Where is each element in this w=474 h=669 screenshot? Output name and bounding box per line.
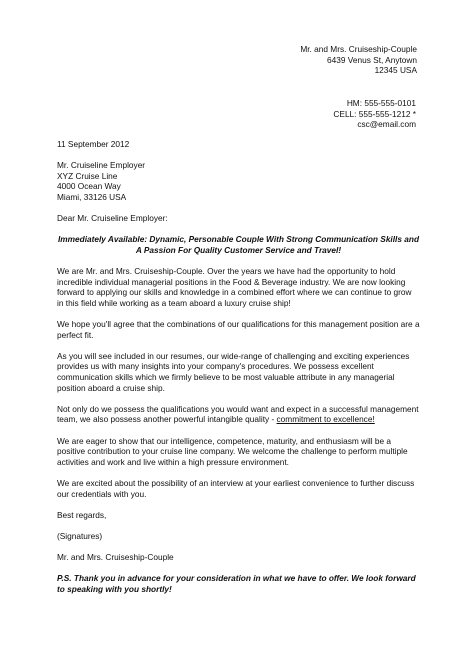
paragraph-intro: We are Mr. and Mrs. Cruiseship-Couple. Over the years we have had the opportunity to hold incredible individual managerial positions in the Food & Beverage industry. We are now looking forward to applying our skills and knowledge in a combined effort where we can continue to grow in this field while working as a team aboard a luxury cruise ship! — [57, 266, 412, 308]
home-phone: HM: 555-555-0101 — [346, 98, 416, 108]
letter-date: 11 September 2012 — [57, 139, 130, 149]
sender-zip: 12345 USA — [374, 65, 417, 76]
paragraph-interview: We are excited about the possibility of an interview at your earliest convenience to further discuss our credentials with you. — [57, 478, 415, 499]
sender-street: 6439 Venus St, Anytown — [327, 54, 417, 65]
postscript: P.S. Thank you in advance for your consideration in what we have to offer. We look forward to speaking with you shortly! — [57, 573, 416, 594]
paragraph-qualities-text: Not only do we possess the qualifications you would want and expect in a successful management team, we also possess another powerful intangible quality - — [57, 403, 419, 425]
recipient-company: XYZ Cruise Line — [57, 170, 118, 181]
cell-phone: CELL: 555-555-1212 * — [333, 108, 416, 119]
email-address: csc@email.com — [357, 119, 416, 130]
letter-body — [57, 139, 420, 595]
sender-contact-block — [333, 98, 416, 130]
salutation: Dear Mr. Cruiseline Employer: — [57, 213, 168, 224]
signature-placeholder: (Signatures) — [57, 530, 103, 541]
recipient-street: 4000 Ocean Way — [57, 181, 121, 192]
commitment-underlined-text: commitment to excellence! — [276, 414, 375, 425]
signer-name: Mr. and Mrs. Cruiseship-Couple — [57, 552, 174, 563]
paragraph-qualities — [57, 404, 420, 425]
paragraph-eager: We are eager to show that our intelligence, competence, maturity, and enthusiasm will be a positive contribution to your cruise line company. We welcome the challenge to perform multiple activities and work and live within a high pressure environment. — [57, 435, 408, 467]
recipient-address-block — [57, 160, 420, 202]
sender-address-block — [300, 44, 417, 76]
closing: Best regards, — [57, 509, 107, 520]
sender-name: Mr. and Mrs. Cruiseship-Couple — [300, 44, 417, 54]
paragraph-fit: We hope you'll agree that the combinations of our qualifications for this management position are a perfect fit. — [57, 319, 420, 340]
headline: Immediately Available: Dynamic, Personable Couple With Strong Communication Skills and A Passion For Quality Customer Service and Travel! — [57, 234, 420, 255]
paragraph-experience: As you will see included in our resumes, our wide-range of challenging and exciting experiences provides us with many insights into your company's procedures. We possess excellent communication skills which we firmly believe to be most valuable attribute in any managerial position aboard a cruise ship. — [57, 350, 410, 393]
recipient-name: Mr. Cruiseline Employer — [57, 160, 146, 171]
recipient-city: Miami, 33126 USA — [57, 191, 127, 202]
